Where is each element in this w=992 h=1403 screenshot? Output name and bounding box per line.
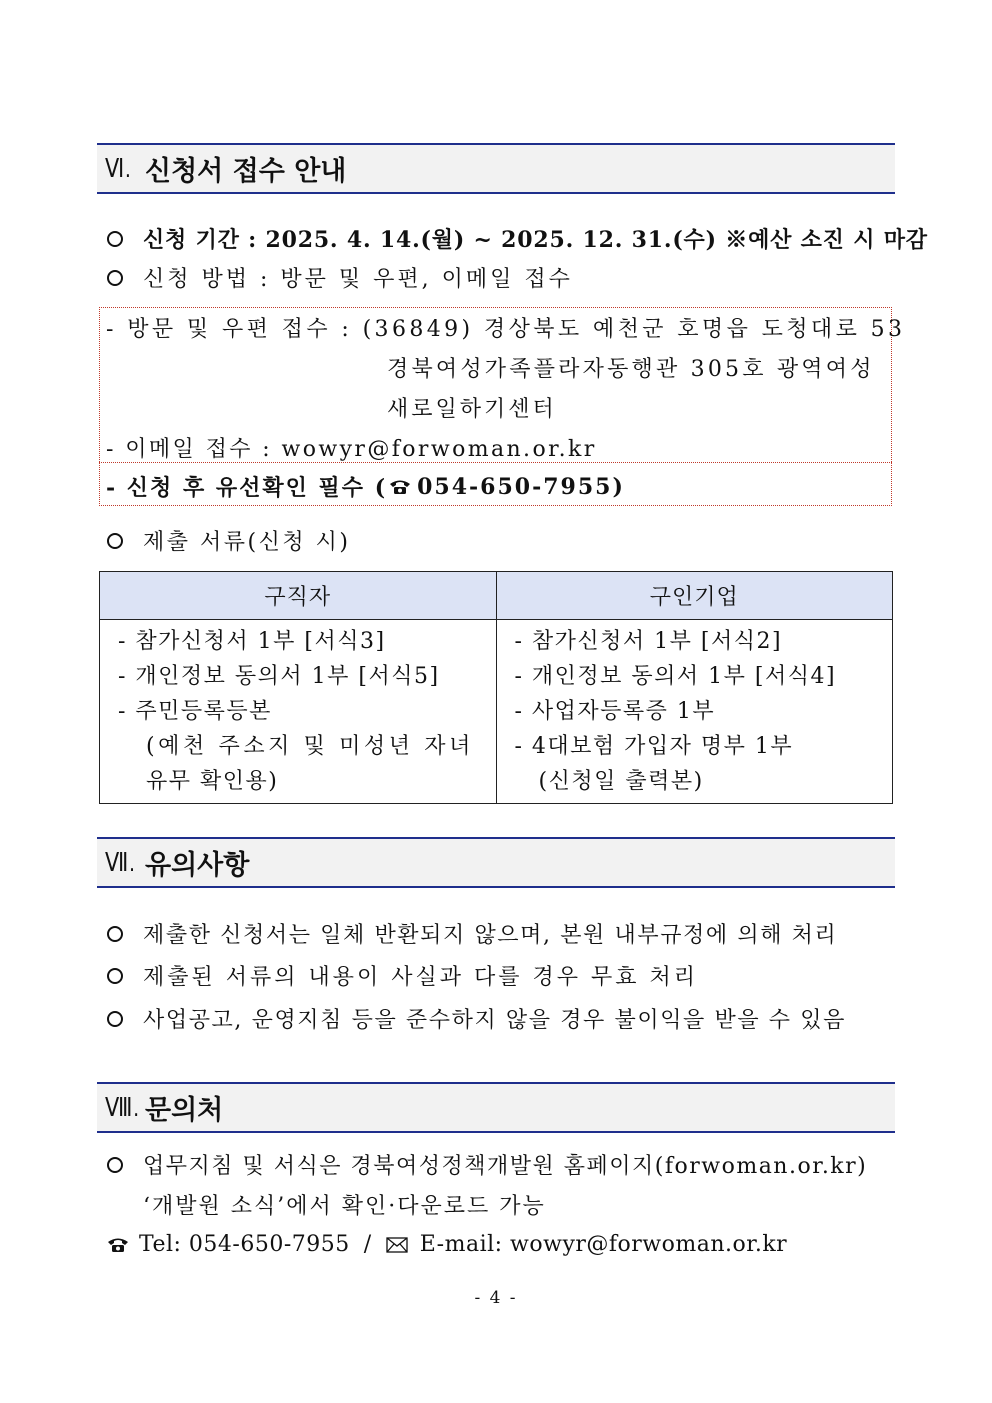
section-6-title: 신청서 접수 안내 <box>145 156 347 187</box>
notice-text: 제출된 서류의 내용이 사실과 다를 경우 무효 처리 <box>143 965 698 990</box>
page-number: - 4 - <box>474 1288 518 1308</box>
list-item: - 참가신청서 1부 [서식2] <box>514 629 783 654</box>
table-header-seekers: 구직자 <box>100 572 497 620</box>
email-submission-line: - 이메일 접수 : wowyr@forwoman.or.kr <box>106 437 597 462</box>
envelope-icon <box>386 1237 408 1253</box>
phone-confirmation-line <box>106 471 625 502</box>
table-header-companies: 구인기업 <box>496 572 893 620</box>
contact-tel: Tel: 054-650-7955 <box>139 1232 350 1257</box>
documents-heading-text: 제출 서류(신청 시) <box>143 530 351 555</box>
section-8-number: Ⅷ. <box>105 1092 140 1122</box>
guide-info <box>107 1149 867 1180</box>
companies-cell <box>496 620 893 804</box>
phone-confirmation-prefix: - 신청 후 유선확인 필수 ( <box>106 475 388 501</box>
section-7-header <box>97 837 895 888</box>
notice-text: 제출한 신청서는 일체 반환되지 않으며, 본원 내부규정에 의해 처리 <box>143 923 838 948</box>
telephone-icon <box>389 479 411 495</box>
contact-separator: / <box>363 1232 372 1257</box>
contact-line <box>107 1232 787 1257</box>
notice-item <box>107 918 837 949</box>
section-6-header <box>97 143 895 194</box>
hollow-circle-icon <box>107 1011 123 1027</box>
table-header-row <box>100 572 893 620</box>
list-item: (신청일 출력본) <box>538 769 704 794</box>
application-period <box>107 223 928 254</box>
guide-info-line-1: 업무지침 및 서식은 경북여성정책개발원 홈페이지(forwoman.or.kr) <box>143 1154 868 1179</box>
documents-table <box>99 571 893 804</box>
notice-item <box>107 1003 846 1034</box>
guide-info-line-2: ‘개발원 소식’에서 확인·다운로드 가능 <box>143 1194 546 1219</box>
list-item: - 참가신청서 1부 [서식3] <box>118 629 386 654</box>
hollow-circle-icon <box>107 968 123 984</box>
list-item: - 사업자등록증 1부 <box>514 699 716 724</box>
hollow-circle-icon <box>107 533 123 549</box>
section-7-number: Ⅶ. <box>105 847 136 877</box>
notice-item <box>107 960 698 991</box>
list-item: (예천 주소지 및 미성년 자녀 <box>146 734 474 759</box>
list-item: - 4대보험 가입자 명부 1부 <box>514 734 794 759</box>
section-8-header <box>97 1082 895 1133</box>
hollow-circle-icon <box>107 231 123 247</box>
visit-address-line-2: 경북여성가족플라자동행관 305호 광역여성 <box>387 357 875 382</box>
contact-email: E-mail: wowyr@forwoman.or.kr <box>419 1232 788 1257</box>
list-item: - 개인정보 동의서 1부 [서식5] <box>118 664 440 689</box>
seekers-cell <box>100 620 497 804</box>
list-item: - 개인정보 동의서 1부 [서식4] <box>514 664 837 689</box>
phone-confirmation-number: 054-650-7955) <box>417 473 625 500</box>
notice-text: 사업공고, 운영지침 등을 준수하지 않을 경우 불이익을 받을 수 있음 <box>143 1008 846 1033</box>
list-item: 유무 확인용) <box>146 769 279 794</box>
list-item: - 주민등록등본 <box>118 699 272 724</box>
telephone-icon <box>107 1237 129 1253</box>
visit-address-line-1: - 방문 및 우편 접수 : (36849) 경상북도 예천군 호명읍 도청대로 53 <box>106 317 906 342</box>
application-period-text: 신청 기간 : 2025. 4. 14.(월) ~ 2025. 12. 31.(수) ※예산 소진 시 마감 <box>143 227 928 253</box>
hollow-circle-icon <box>107 1157 123 1173</box>
section-7-title: 유의사항 <box>145 850 250 881</box>
section-8-title: 문의처 <box>145 1095 224 1126</box>
application-method <box>107 262 573 293</box>
hollow-circle-icon <box>107 926 123 942</box>
documents-heading <box>107 525 350 556</box>
visit-address-line-3: 새로일하기센터 <box>387 397 557 422</box>
section-6-number: Ⅵ. <box>105 153 132 183</box>
hollow-circle-icon <box>107 270 123 286</box>
application-method-text: 신청 방법 : 방문 및 우편, 이메일 접수 <box>143 267 573 292</box>
table-row <box>100 620 893 804</box>
